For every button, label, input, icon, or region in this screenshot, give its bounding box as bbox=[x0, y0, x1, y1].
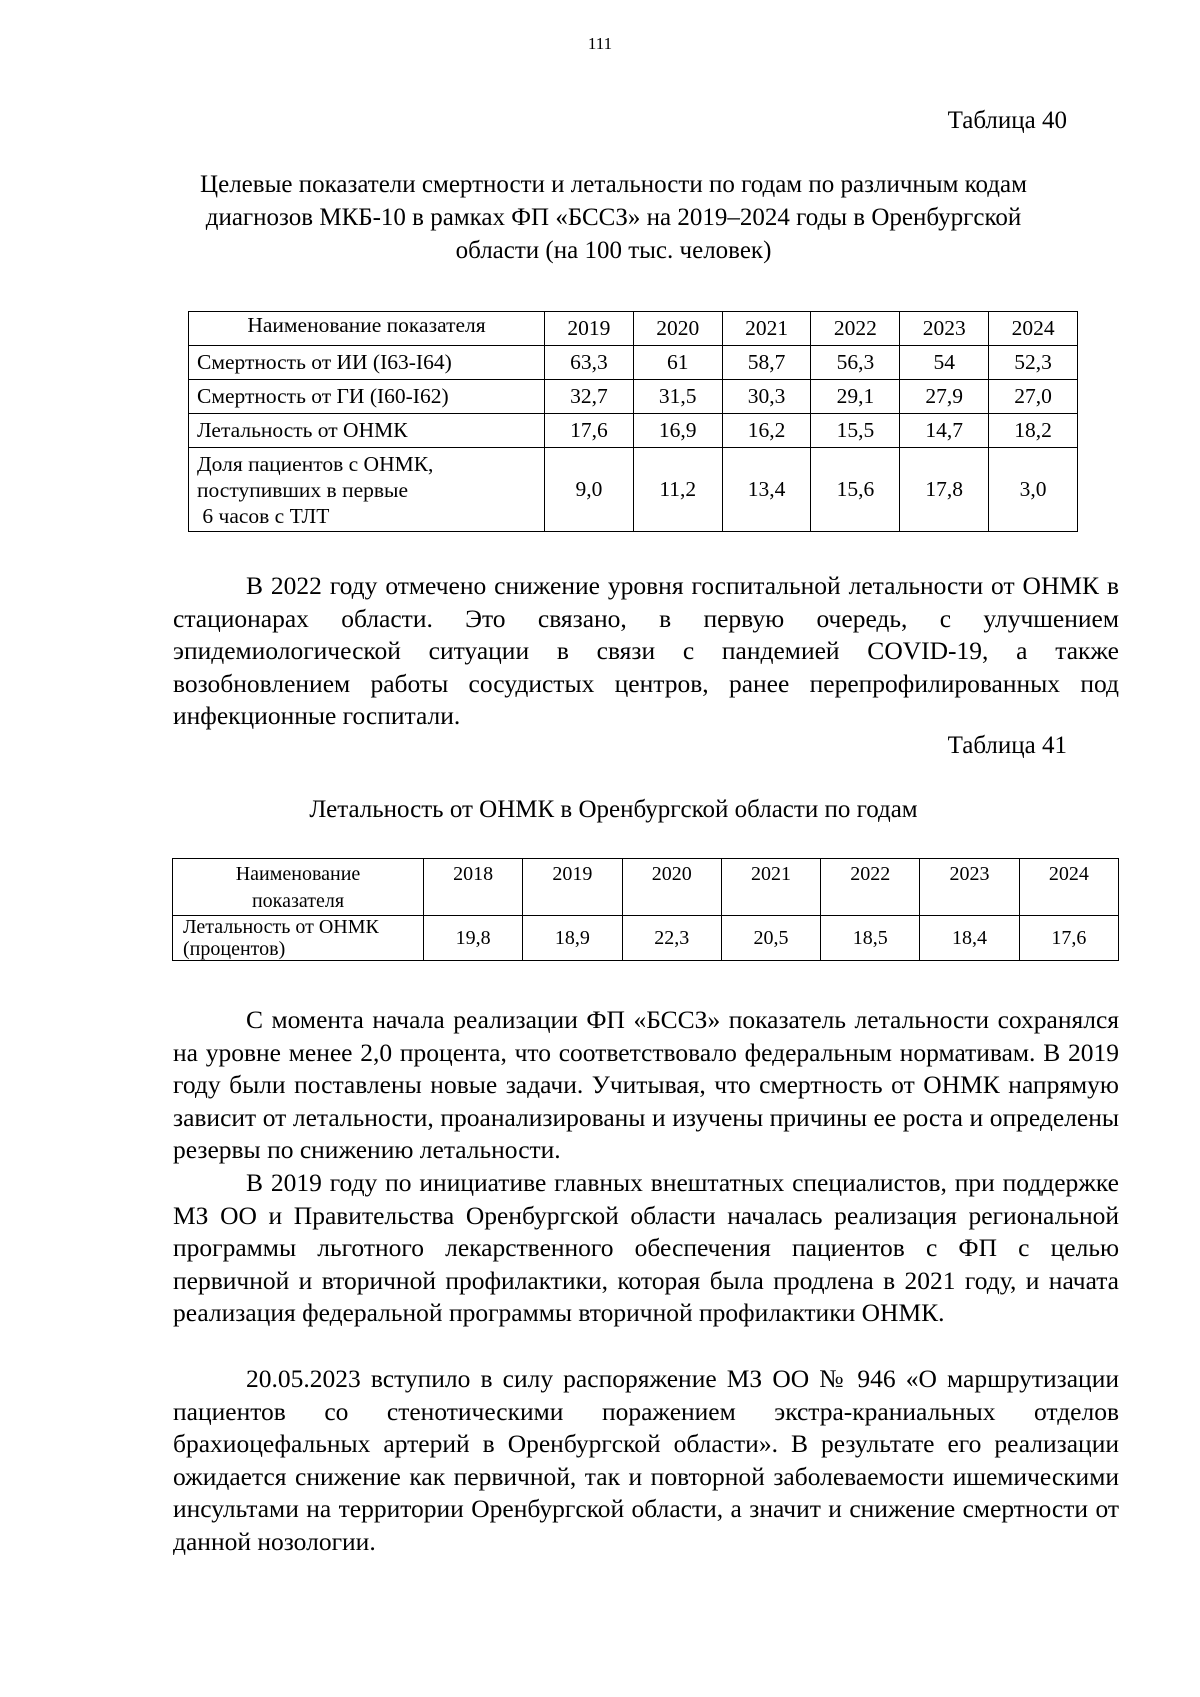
value-cell: 14,7 bbox=[900, 414, 989, 448]
page-number: 111 bbox=[587, 34, 613, 53]
header-line: Наименование bbox=[235, 863, 361, 885]
year-header-cell: 2023 bbox=[920, 859, 1019, 916]
value-cell: 18,2 bbox=[989, 414, 1078, 448]
row-name-cell bbox=[189, 448, 545, 532]
year-header-cell: 2019 bbox=[523, 859, 622, 916]
year-header-cell: 2018 bbox=[424, 859, 523, 916]
header-cell: 2021 bbox=[722, 312, 811, 346]
row-name-line: Доля пациентов с ОНМК, bbox=[197, 451, 434, 476]
value-cell: 52,3 bbox=[989, 346, 1078, 380]
header-cell: 2020 bbox=[633, 312, 722, 346]
header-line: показателя bbox=[251, 890, 345, 912]
header-cell bbox=[173, 859, 424, 916]
value-cell: 16,2 bbox=[722, 414, 811, 448]
value-cell: 17,6 bbox=[1019, 916, 1118, 961]
value-cell: 17,8 bbox=[900, 448, 989, 532]
value-cell: 63,3 bbox=[545, 346, 634, 380]
header-cell: Наименование показателя bbox=[189, 312, 545, 346]
row-name-cell: Смертность от ГИ (I60-I62) bbox=[189, 380, 545, 414]
row-name-cell bbox=[173, 916, 424, 961]
value-cell: 29,1 bbox=[811, 380, 900, 414]
table-header-row bbox=[173, 859, 1119, 916]
header-cell: 2019 bbox=[545, 312, 634, 346]
value-cell: 27,9 bbox=[900, 380, 989, 414]
value-cell: 15,6 bbox=[811, 448, 900, 532]
paragraph-text: С момента начала реализации ФП «БССЗ» показатель летальности сохранялся на уровне менее 2,0 процента, что соответствовало федеральным нормативам. В 2019 году были поставлены новые задачи. Учитывая, что смертность от ОНМК напрямую зависит от летальности, проанализированы и изучены причины ее роста и определены резервы по снижению летальности. bbox=[173, 1005, 1119, 1165]
value-cell: 9,0 bbox=[545, 448, 634, 532]
value-cell: 31,5 bbox=[633, 380, 722, 414]
paragraph-text: В 2022 году отмечено снижение уровня госпитальной летальности от ОНМК в стационарах области. Это связано, в первую очередь, с улучшением эпидемиологической ситуации в связи с пандемией COVID-19, а также возобновлением работы сосудистых центров, ранее перепрофилированных под инфекционные госпитали. bbox=[173, 571, 1119, 731]
table-header-row bbox=[189, 312, 1078, 346]
value-cell: 61 bbox=[633, 346, 722, 380]
year-header-cell: 2020 bbox=[622, 859, 721, 916]
table-row bbox=[173, 916, 1119, 961]
row-name-line: 6 часов с ТЛТ bbox=[197, 503, 330, 528]
value-cell: 3,0 bbox=[989, 448, 1078, 532]
table-41 bbox=[172, 858, 1119, 961]
caption-line: области (на 100 тыс. человек) bbox=[455, 237, 772, 264]
header-cell: 2022 bbox=[811, 312, 900, 346]
value-cell: 22,3 bbox=[622, 916, 721, 961]
table-40-label: Таблица 40 bbox=[947, 107, 1067, 134]
row-name-cell: Летальность от ОНМК bbox=[189, 414, 545, 448]
value-cell: 18,5 bbox=[821, 916, 920, 961]
paragraph-4 bbox=[173, 1363, 1119, 1559]
value-cell: 18,9 bbox=[523, 916, 622, 961]
paragraph-text: 20.05.2023 вступило в силу распоряжение МЗ ОО № 946 «О маршрутизации пациентов со стенотическими поражением экстра-краниальных отделов брахиоцефальных артерий в Оренбургской области». В результате его реализации ожидается снижение как первичной, так и повторной заболеваемости ишемическими инсультами на территории Оренбургской области, а значит и снижение смертности от данной нозологии. bbox=[173, 1364, 1119, 1556]
value-cell: 19,8 bbox=[424, 916, 523, 961]
value-cell: 58,7 bbox=[722, 346, 811, 380]
table-40 bbox=[188, 311, 1078, 532]
paragraph-text: В 2019 году по инициативе главных внештатных специалистов, при поддержке МЗ ОО и Правительства Оренбургской области началась реализация региональной программы льготного лекарственного обеспечения пациентов с ФП с целью первичной и вторичной профилактики, которая была продлена в 2021 году, и начата реализация федеральной программы вторичной профилактики ОНМК. bbox=[173, 1168, 1119, 1328]
row-name-line: Летальность от ОНМК bbox=[183, 916, 379, 938]
value-cell: 11,2 bbox=[633, 448, 722, 532]
table-row bbox=[189, 346, 1078, 380]
value-cell: 54 bbox=[900, 346, 989, 380]
table-row bbox=[189, 448, 1078, 532]
row-name-line: поступивших в первые bbox=[197, 477, 409, 502]
year-header-cell: 2021 bbox=[721, 859, 820, 916]
table-row bbox=[189, 380, 1078, 414]
caption-line: Целевые показатели смертности и летальности по годам по различным кодам bbox=[200, 171, 1027, 198]
value-cell: 30,3 bbox=[722, 380, 811, 414]
value-cell: 15,5 bbox=[811, 414, 900, 448]
paragraph-2 bbox=[173, 1004, 1119, 1167]
value-cell: 17,6 bbox=[545, 414, 634, 448]
header-cell: 2023 bbox=[900, 312, 989, 346]
value-cell: 20,5 bbox=[721, 916, 820, 961]
table-row bbox=[189, 414, 1078, 448]
row-name-cell: Смертность от ИИ (I63-I64) bbox=[189, 346, 545, 380]
header-cell: 2024 bbox=[989, 312, 1078, 346]
year-header-cell: 2022 bbox=[821, 859, 920, 916]
value-cell: 32,7 bbox=[545, 380, 634, 414]
table-41-label: Таблица 41 bbox=[947, 732, 1067, 759]
value-cell: 27,0 bbox=[989, 380, 1078, 414]
table-40-caption bbox=[160, 168, 1067, 267]
year-header-cell: 2024 bbox=[1019, 859, 1118, 916]
value-cell: 16,9 bbox=[633, 414, 722, 448]
paragraph-1 bbox=[173, 570, 1119, 733]
value-cell: 13,4 bbox=[722, 448, 811, 532]
value-cell: 56,3 bbox=[811, 346, 900, 380]
paragraph-3 bbox=[173, 1167, 1119, 1330]
table-41-caption: Летальность от ОНМК в Оренбургской области по годам bbox=[309, 796, 918, 823]
row-name-line: (процентов) bbox=[183, 938, 286, 960]
value-cell: 18,4 bbox=[920, 916, 1019, 961]
caption-line: диагнозов МКБ-10 в рамках ФП «БССЗ» на 2019–2024 годы в Оренбургской bbox=[205, 204, 1022, 231]
